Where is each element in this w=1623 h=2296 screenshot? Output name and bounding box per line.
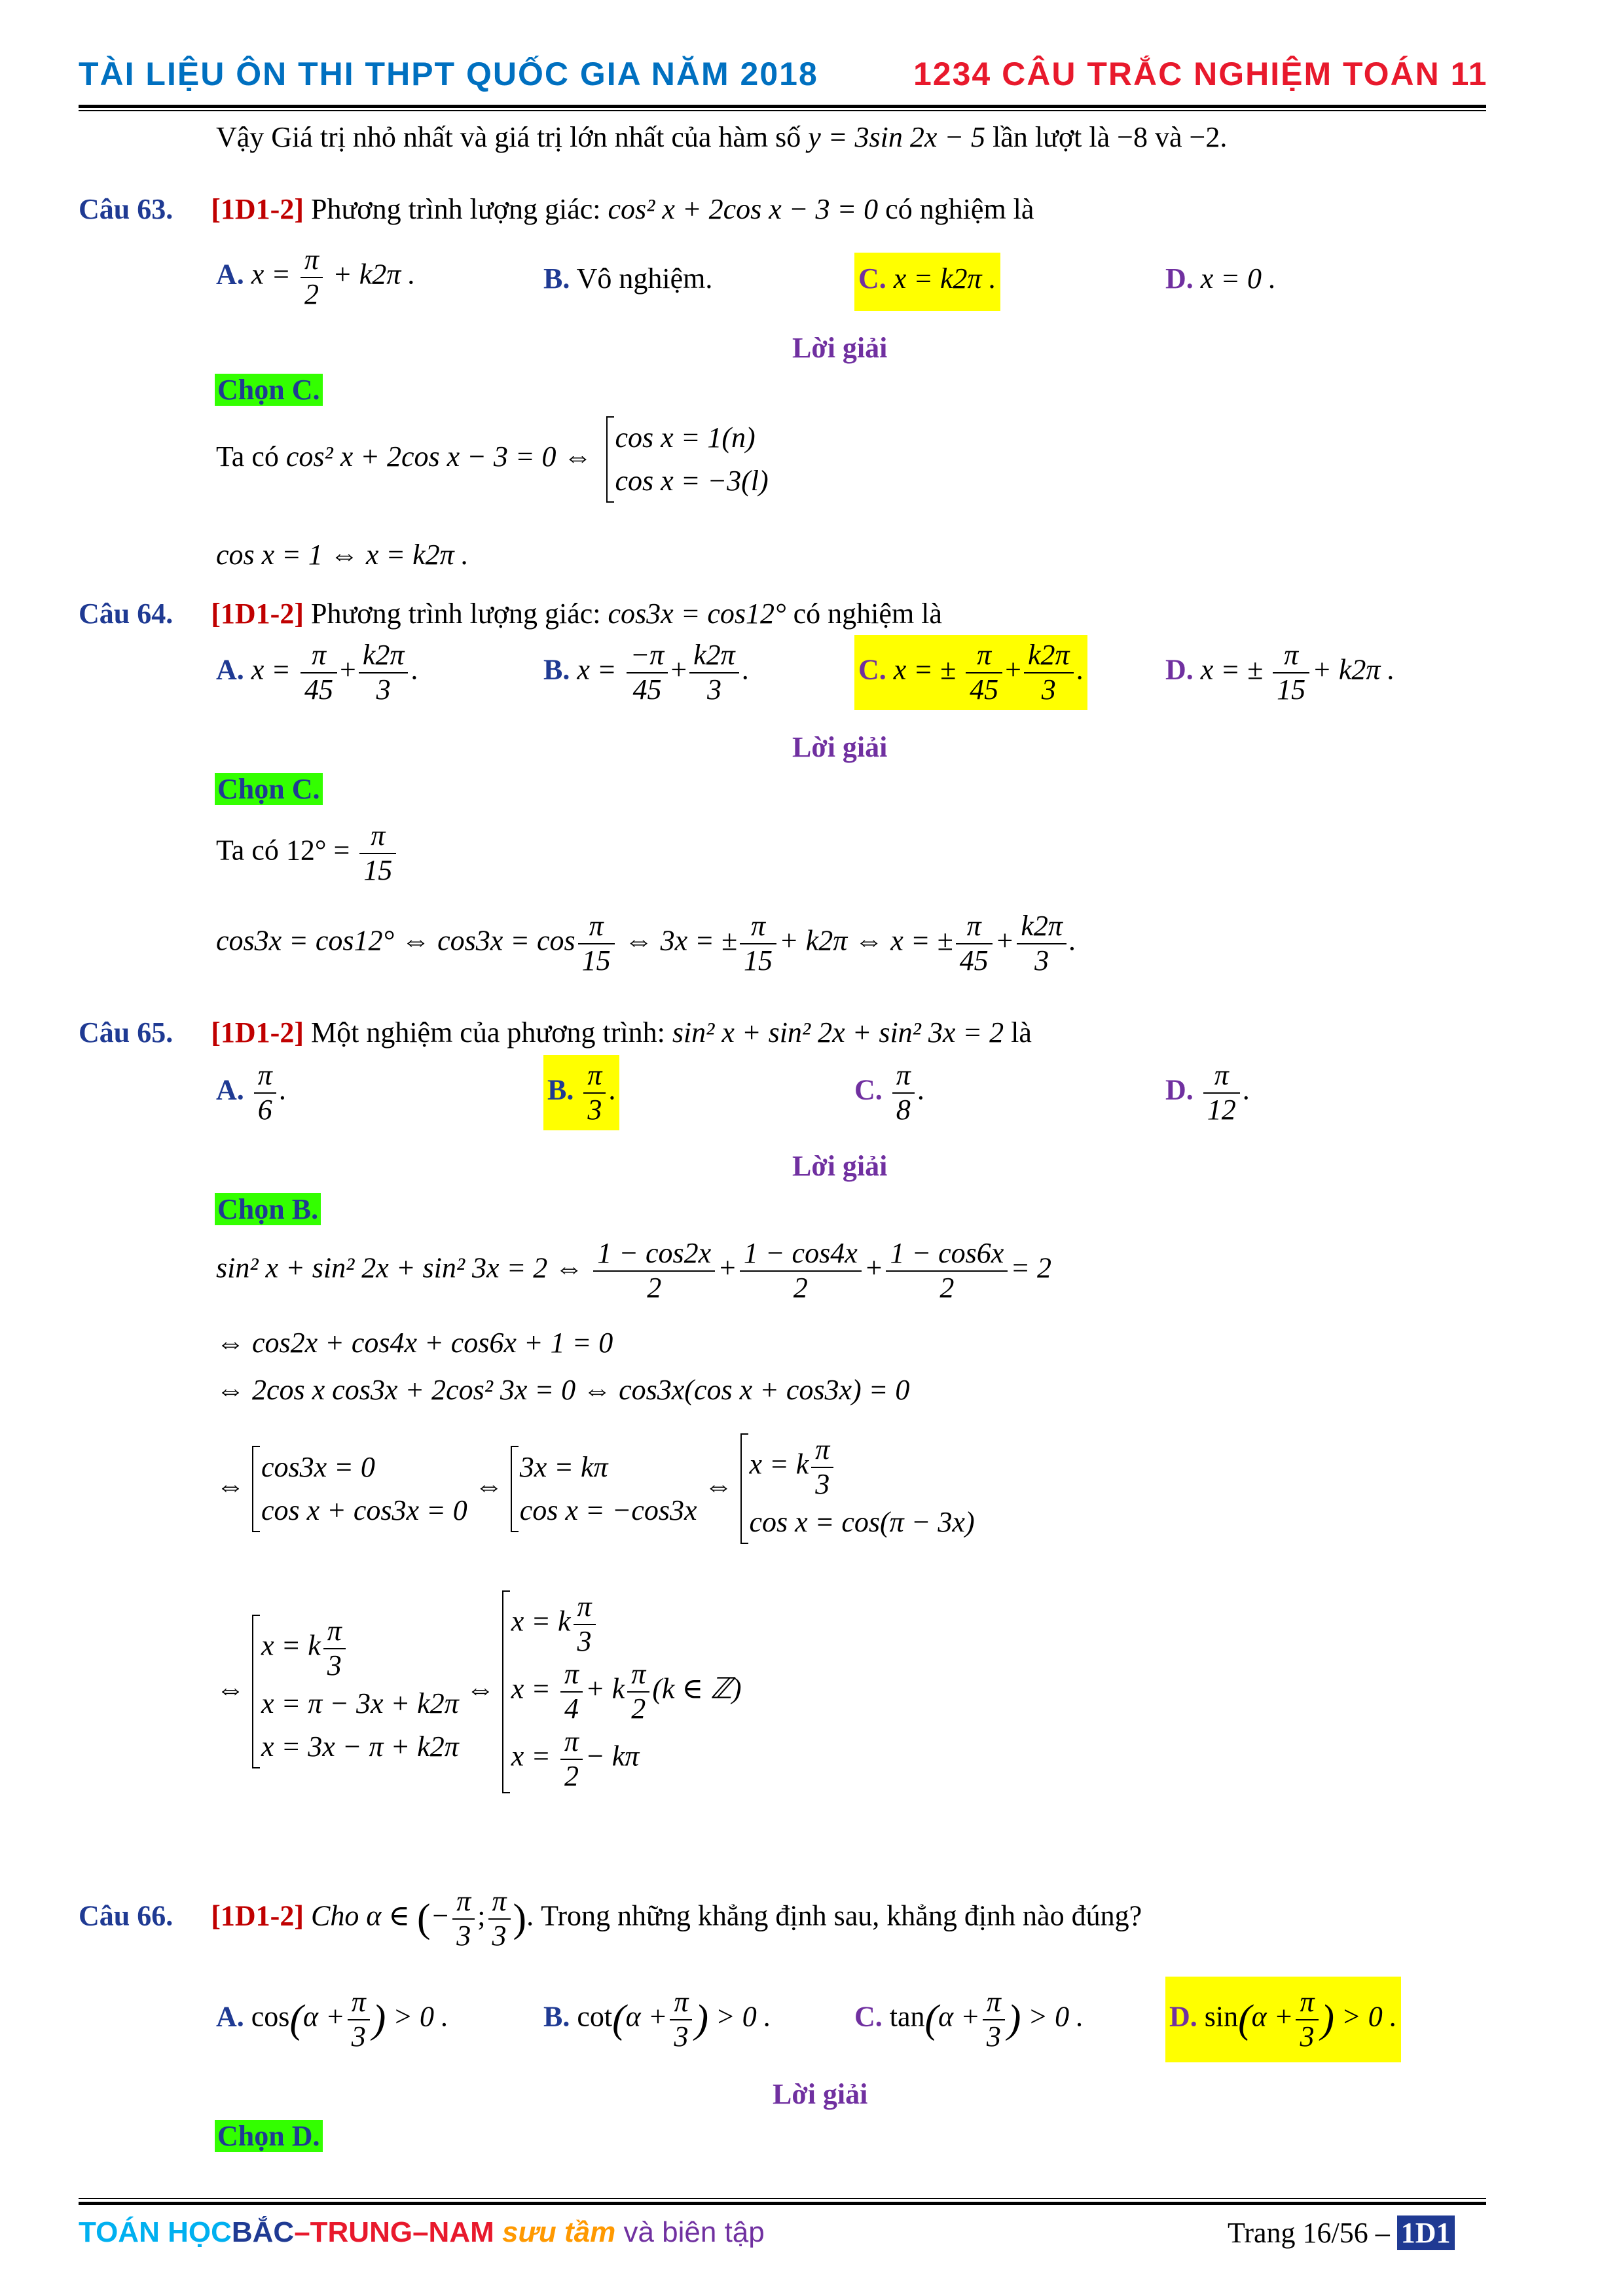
footer-brand-part: TOÁN HỌC <box>79 2216 232 2248</box>
footer-brand-part: sưu tầm <box>502 2216 616 2248</box>
solution-case-3: x = 3x − π + k2π <box>261 1731 459 1763</box>
question-tag: [1D1-2] <box>211 193 304 225</box>
question-equation: cos² x + 2cos x − 3 = 0 <box>608 193 879 225</box>
option-label: D. <box>1165 1073 1194 1106</box>
fraction-pi-15: $\frac{\pi}{15}$ <box>740 910 776 977</box>
solution-case-1: cos x = 1(n) <box>615 422 756 454</box>
question-text: Một nghiệm của phương trình: <box>310 1016 665 1049</box>
integer-condition: (k ∈ ℤ) <box>652 1672 742 1705</box>
fraction-pi-3: $\frac{\pi}{3}$ <box>323 1615 346 1682</box>
fraction-pi-2: $\frac{\pi}{2}$ <box>627 1658 649 1725</box>
question-text: Phương trình lượng giác: <box>310 193 601 225</box>
option-c-lhs: x = ± <box>893 653 957 686</box>
fraction-denominator: 12 <box>1207 1093 1236 1126</box>
solution-bracket <box>740 1433 975 1544</box>
min-value: −8 <box>1117 121 1148 153</box>
header-right-title: 1234 CÂU TRẮC NGHIỆM TOÁN 11 <box>913 56 1488 92</box>
question-66-option-b: B. cot(α + $\frac{\pi}{3}$ ) > 0 . <box>543 1986 771 2053</box>
fraction-pi-45: $\frac{\pi}{45}$ <box>966 639 1002 706</box>
solution-bracket <box>511 1446 697 1532</box>
solution-equation: sin² x + sin² 2x + sin² 3x = 2 ⇔ <box>216 1251 584 1284</box>
solution-heading: Lời giải <box>792 731 888 763</box>
answer-choice <box>215 1193 321 1226</box>
solution-equation-end: = 2 <box>1010 1251 1052 1284</box>
question-text: Phương trình lượng giác: <box>310 598 601 630</box>
solution-text: Ta có 12° = <box>216 834 350 867</box>
question-63-option-b <box>543 262 712 295</box>
option-d-lhs: x = ± <box>1200 653 1264 686</box>
previous-answer-mid: lần lượt là <box>993 121 1110 153</box>
solution-equation: cos3x = cos12° ⇔ cos3x = cos <box>216 924 575 957</box>
question-63-option-d <box>1165 262 1276 295</box>
option-b-lhs: x = <box>577 653 617 686</box>
question-66-stem: Câu 66. [1D1-2] Cho α ∈ (− $\frac{\pi}{3}$ ; $\frac{\pi}{3}$ ). Trong những khẳng định sau, khẳng định nào đúng? <box>79 1885 1142 1952</box>
fraction-numerator: 1 − cos4x <box>740 1237 862 1272</box>
fraction-neg-pi-45: $\frac{-\pi}{45}$ <box>627 639 668 706</box>
answer-choice <box>215 373 323 406</box>
option-b-text: Vô nghiệm. <box>576 262 713 295</box>
footer-brand <box>79 2216 765 2249</box>
fraction-pi-45: $\frac{\pi}{45}$ <box>301 639 337 706</box>
fraction-k2pi-3: $\frac{k2\pi}{3}$ <box>689 639 739 706</box>
fraction-1-cos2x: $\frac{1 - \cos 2x}{2}$ <box>593 1237 715 1304</box>
question-tag: [1D1-2] <box>211 1899 304 1932</box>
question-equation: cos3x = cos12° <box>608 598 786 630</box>
option-d-rest: + k2π . <box>1312 653 1395 686</box>
answer-choice-label: Chọn C. <box>215 773 323 805</box>
question-65-solution-step3: ⇔ 2cos x cos3x + 2cos² 3x = 0 ⇔ cos3x(cos x + cos3x) = 0 <box>216 1374 910 1406</box>
question-65-stem <box>79 1016 1032 1049</box>
footer-brand-part: –TRUNG–NAM <box>294 2216 494 2248</box>
option-label: D. <box>1165 262 1194 295</box>
function-expression: y = 3sin 2x − 5 <box>808 121 986 153</box>
question-63-solution-step1 <box>216 416 769 503</box>
option-label: C. <box>854 2000 883 2033</box>
question-65-solution-step5: ⇔ x = k $\frac{\pi}{3}$ x = π − 3x + k2π x = 3x − π + k2π ⇔ x = k $\frac{\pi}{3}$ x = $\frac{\pi}{4}$ + k $\frac{\pi}{2}$ (k ∈ ℤ) x = $\frac{\pi}{2}$ − kπ <box>216 1590 742 1792</box>
solution-case-3-rest: − kπ <box>585 1740 640 1773</box>
option-c-text: x = k2π . <box>893 262 996 295</box>
option-label: C. <box>858 262 886 295</box>
question-64-stem <box>79 597 942 630</box>
fraction-pi-15: $\frac{\pi}{15}$ <box>359 819 396 887</box>
option-d-fraction: $\frac{\pi}{12}$ <box>1203 1059 1240 1126</box>
header-rule <box>79 105 1486 108</box>
question-tag: [1D1-2] <box>211 598 304 630</box>
page-number: Trang 16/56 – <box>1228 2217 1390 2249</box>
fraction-numerator: 1 − cos2x <box>593 1237 715 1272</box>
option-a-lhs: x = <box>251 653 291 686</box>
option-a-function: cos <box>251 2000 290 2033</box>
option-c-fraction: $\frac{\pi}{8}$ <box>892 1059 915 1126</box>
solution-case-1: x = k $\frac{\pi}{3}$ <box>261 1615 459 1682</box>
fraction-pi-3: $\frac{\pi}{3}$ <box>1296 1986 1318 2053</box>
solution-case-3: x = $\frac{\pi}{2}$ − kπ <box>511 1725 640 1792</box>
solution-text: Ta có <box>216 440 279 473</box>
option-label: D. <box>1169 2000 1197 2033</box>
option-label: A. <box>216 1073 244 1106</box>
solution-bracket <box>502 1590 742 1793</box>
solution-case-2: cos x = −cos3x <box>519 1494 697 1526</box>
question-number: Câu 65. <box>79 1016 173 1049</box>
solution-heading: Lời giải <box>792 1150 888 1182</box>
fraction-pi-4: $\frac{\pi}{4}$ <box>560 1658 583 1725</box>
question-65-option-d: D. $\frac{\pi}{12}$ . <box>1165 1059 1250 1126</box>
solution-heading: Lời giải <box>792 332 888 364</box>
solution-case-1: x = k $\frac{\pi}{3}$ <box>511 1590 742 1658</box>
question-64-option-d <box>1165 639 1395 706</box>
solution-case-1: 3x = kπ <box>519 1450 608 1483</box>
fraction-denominator: 2 <box>304 278 319 310</box>
fraction-denominator: 3 <box>587 1093 602 1126</box>
answer-choice-label: Chọn D. <box>215 2120 323 2152</box>
option-label: A. <box>216 258 244 291</box>
fraction-pi-15: $\frac{\pi}{15}$ <box>1273 639 1309 706</box>
fraction-pi-3: $\frac{\pi}{3}$ <box>670 1986 692 2053</box>
solution-heading: Lời giải <box>773 2078 868 2110</box>
question-number: Câu 66. <box>79 1899 173 1932</box>
question-text: Cho α ∈ <box>310 1899 410 1932</box>
fraction-pi-3: $\frac{\pi}{3}$ <box>488 1885 511 1952</box>
option-a-fraction: $\frac{\pi}{6}$ <box>254 1059 276 1126</box>
option-a-fraction <box>301 243 323 311</box>
solution-case-2: cos x = cos(π − 3x) <box>749 1506 975 1539</box>
option-c-function: tan <box>889 2000 925 2033</box>
option-label: C. <box>854 1073 883 1106</box>
question-tail: có nghiệm là <box>793 598 942 630</box>
question-64-solution-step2: cos3x = cos12° ⇔ cos3x = cos $\frac{\pi}{15}$ ⇔ 3x = ± $\frac{\pi}{15}$ + k2π ⇔ x = ± $\frac{\pi}{45}$ + $\frac{k2\pi}{3}$ . <box>216 910 1076 977</box>
option-b-function: cot <box>577 2000 613 2033</box>
previous-answer-and: và <box>1154 121 1182 153</box>
option-label: A. <box>216 653 244 686</box>
answer-choice <box>215 2119 323 2153</box>
previous-answer-line <box>216 120 1227 154</box>
question-64-solution-step1 <box>216 819 399 887</box>
question-65-option-c: C. $\frac{\pi}{8}$ . <box>854 1059 924 1126</box>
option-label: A. <box>216 2000 244 2033</box>
footer-brand-part: BẮC <box>231 2216 295 2248</box>
max-value: −2 <box>1189 121 1220 153</box>
option-a-rest: + k2π . <box>333 258 416 291</box>
question-65-option-a: A. $\frac{\pi}{6}$ . <box>216 1059 286 1126</box>
question-tail: có nghiệm là <box>885 193 1034 225</box>
fraction-k2pi-3: $\frac{k2\pi}{3}$ <box>1017 910 1067 977</box>
question-equation: sin² x + sin² 2x + sin² 3x = 2 <box>672 1016 1004 1049</box>
header-left-title: TÀI LIỆU ÔN THI THPT QUỐC GIA NĂM 2018 <box>79 56 818 92</box>
solution-case-1: cos3x = 0 <box>261 1450 375 1483</box>
question-tag: [1D1-2] <box>211 1016 304 1049</box>
question-number: Câu 63. <box>79 193 173 225</box>
question-63-solution-step2: cos x = 1 ⇔ x = k2π . <box>216 539 469 571</box>
fraction-numerator: π <box>301 243 323 278</box>
question-65-solution-step2: ⇔ cos2x + cos4x + cos6x + 1 = 0 <box>216 1327 613 1359</box>
solution-bracket <box>252 1446 467 1532</box>
question-66-option-a: A. cos(α + $\frac{\pi}{3}$ ) > 0 . <box>216 1986 449 2053</box>
footer-brand-part: và biên tập <box>623 2216 765 2248</box>
option-label: B. <box>547 1073 574 1106</box>
fraction-pi-3: $\frac{\pi}{3}$ <box>452 1885 475 1952</box>
fraction-1-cos6x: $\frac{1 - \cos 6x}{2}$ <box>886 1237 1008 1304</box>
question-tail: là <box>1011 1016 1032 1049</box>
fraction-k2pi-3: $\frac{k2\pi}{3}$ <box>359 639 409 706</box>
question-tail: . Trong những khẳng định sau, khẳng định nào đúng? <box>526 1899 1142 1932</box>
previous-answer-end: . <box>1220 121 1228 153</box>
footer-rule-thin <box>79 2198 1486 2199</box>
fraction-pi-3: $\frac{\pi}{3}$ <box>811 1433 833 1501</box>
answer-choice-label: Chọn C. <box>215 374 323 406</box>
option-a-lhs: x = <box>251 258 291 291</box>
question-65-solution-step4: ⇔ cos3x = 0 cos x + cos3x = 0 ⇔ 3x = kπ cos x = −cos3x ⇔ x = k $\frac{\pi}{3}$ cos x = cos(π − 3x) <box>216 1433 975 1544</box>
fraction-pi-3: $\frac{\pi}{3}$ <box>348 1986 370 2053</box>
previous-answer-prefix: Vậy Giá trị nhỏ nhất và giá trị lớn nhất của hàm số <box>216 121 801 153</box>
chapter-badge: 1D1 <box>1397 2215 1455 2250</box>
option-label: B. <box>543 653 570 686</box>
answer-choice-label: Chọn B. <box>215 1193 321 1225</box>
footer-rule <box>79 2202 1486 2205</box>
solution-case-1: x = k $\frac{\pi}{3}$ <box>750 1433 975 1501</box>
fraction-pi-45: $\frac{\pi}{45}$ <box>956 910 993 977</box>
question-64-option-a: A. x = $\frac{\pi}{45}$ + $\frac{k2\pi}{3}$ . <box>216 639 418 706</box>
question-63-stem <box>79 192 1034 226</box>
question-63-option-a <box>216 243 415 311</box>
fraction-1-cos4x: $\frac{1 - \cos 4x}{2}$ <box>740 1237 862 1304</box>
solution-bracket <box>252 1615 459 1768</box>
solution-case-2: x = π − 3x + k2π <box>261 1687 459 1720</box>
footer-page <box>1228 2216 1455 2250</box>
option-label: D. <box>1165 653 1194 686</box>
fraction-pi-2: $\frac{\pi}{2}$ <box>560 1725 583 1793</box>
question-66-option-d-correct: D. sin(α + $\frac{\pi}{3}$ ) > 0 . <box>1165 1977 1401 2062</box>
option-d-function: sin <box>1204 2000 1239 2033</box>
fraction-denominator: 6 <box>257 1093 272 1126</box>
question-65-solution-step1: sin² x + sin² 2x + sin² 3x = 2 ⇔ $\frac{1 - \cos 2x}{2}$ + $\frac{1 - \cos 4x}{2}$ + $\frac{1 - \cos 6x}{2}$ = 2 <box>216 1237 1052 1304</box>
fraction-numerator: 1 − cos6x <box>886 1237 1008 1272</box>
fraction-pi-15: $\frac{\pi}{15}$ <box>578 910 615 977</box>
question-64-option-c-correct: C. x = ± $\frac{\pi}{45}$ + $\frac{k2\pi}{3}$ . <box>854 635 1087 710</box>
header-rule-thin <box>79 110 1486 111</box>
option-label: B. <box>543 2000 570 2033</box>
question-64-option-b: B. x = $\frac{-\pi}{45}$ + $\frac{k2\pi}{3}$ . <box>543 639 749 706</box>
solution-case-2: cos x + cos3x = 0 <box>261 1494 467 1526</box>
fraction-pi-3: $\frac{\pi}{3}$ <box>574 1590 596 1658</box>
option-d-text: x = 0 . <box>1200 262 1277 295</box>
option-label: C. <box>858 653 886 686</box>
solution-case-2: x = $\frac{\pi}{4}$ + k $\frac{\pi}{2}$ (k ∈ ℤ) <box>511 1658 742 1725</box>
solution-equation: cos² x + 2cos x − 3 = 0 ⇔ <box>285 440 593 473</box>
answer-choice <box>215 772 323 806</box>
solution-case-2: cos x = −3(l) <box>615 465 769 497</box>
option-b-fraction: $\frac{\pi}{3}$ <box>583 1059 606 1126</box>
question-66-option-c: C. tan(α + $\frac{\pi}{3}$ ) > 0 . <box>854 1986 1084 2053</box>
question-65-option-b-correct: B. $\frac{\pi}{3}$ . <box>543 1055 619 1130</box>
fraction-k2pi-3: $\frac{k2\pi}{3}$ <box>1024 639 1074 706</box>
question-63-option-c-correct <box>854 253 1000 311</box>
fraction-pi-3: $\frac{\pi}{3}$ <box>983 1986 1005 2053</box>
solution-bracket <box>606 416 769 503</box>
option-label: B. <box>543 262 570 295</box>
question-number: Câu 64. <box>79 598 173 630</box>
fraction-denominator: 8 <box>896 1093 911 1126</box>
